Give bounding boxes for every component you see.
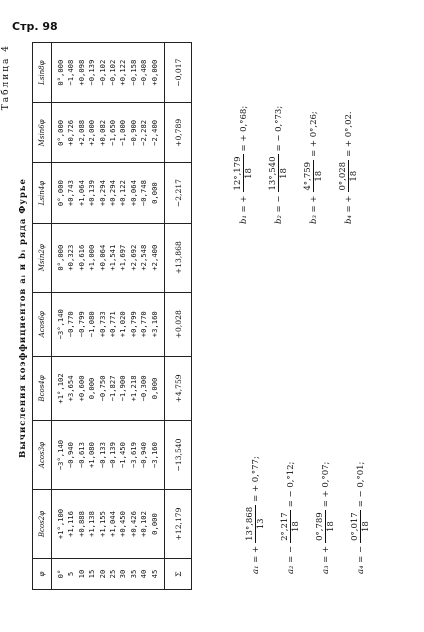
formula-denominator: 18 [244,168,254,179]
formula-b2 [268,106,289,224]
formula-rhs: = + 0,°68; [238,105,249,152]
header-cell: Bcos4φ [33,356,52,420]
formula-rhs: = − 0,°73; [273,105,284,152]
header-row [33,43,52,590]
formula-a2 [280,462,301,574]
page-number: Стр. 98 [12,20,58,33]
table-label: Таблица 4 [1,44,11,111]
formula-denominator: 18 [349,170,359,182]
sum-cell: +0,789 [165,103,192,163]
formula-rhs: = + 0,°77; [250,456,261,502]
data-row [52,43,165,590]
formula-lhs: a₂ = − [285,545,296,574]
formula-a3 [315,462,336,574]
formula-numerator: 0°,789 [315,512,325,541]
formula-denominator: 18 [279,168,289,179]
header-cell: Lsin4φ [33,163,52,223]
formula-b4 [338,111,359,224]
formula-numerator: 2°,217 [280,512,290,541]
formula-denominator: 13 [256,518,266,530]
fourier-table [32,42,192,590]
formula-a4 [350,462,371,574]
sum-row [165,43,192,590]
sum-cell: −0,017 [165,43,192,103]
table-title: Вычисления коэффициентов aᵢ и bᵢ ряда Фурье [18,178,28,458]
sum-cell: +13,868 [165,223,192,292]
header-cell: Lsin8φ [33,43,52,103]
formula-lhs: a₄ = − [355,545,366,574]
value-column: +1°,102 +3,654 +0,600 0,000 −0,750 −1,827 −1,900 +1,218 −0,300 0,000 [52,356,165,420]
formula-numerator: 12°,179 [233,156,243,191]
formula-lhs: a₁ = + [250,545,261,574]
formula-lhs: b₂ = − [273,195,284,224]
header-cell: φ [33,559,52,590]
header-cell: Msin6φ [33,103,52,163]
formula-rhs: = − 0,°12; [285,461,296,508]
rotated-page-content [1,38,388,598]
formula-lhs: b₁ = + [238,195,249,224]
formula-rhs: = + 0,°07; [320,461,331,508]
angle-column: 0° 5 10 15 20 25 30 35 40 45 [52,559,165,590]
sum-cell: −2,217 [165,163,192,223]
formula-rhs: = + 0°,26; [308,111,319,157]
formula-denominator: 18 [326,521,336,532]
header-cell: Acos6φ [33,292,52,356]
sum-cell: −13,540 [165,421,192,490]
value-column: 0°,000 +0,726 +2,088 +2,000 +0,082 −1,650 −1,000 −0,900 −2,282 −2,400 [52,103,165,163]
formula-lhs: a₃ = + [320,545,331,574]
formula-a1 [245,456,266,574]
formula-rhs: = + 0°,02. [343,111,354,157]
formula-lhs: b₄ = + [343,195,354,224]
sum-cell: Σ [165,559,192,590]
formulas-block [233,44,383,584]
header-cell: Acos3φ [33,421,52,490]
value-column: −3°,140 −0,770 −0,799 −1,080 +0,733 +0,771 +1,020 +0,799 +0,770 +3,160 [52,292,165,356]
formula-numerator: 0°,017 [350,512,360,541]
sum-cell: +4,759 [165,356,192,420]
formula-denominator: 18 [314,170,324,182]
header-cell: Bcos2φ [33,490,52,559]
formula-numerator: 13°,868 [245,506,255,541]
formula-denominator: 18 [291,521,301,532]
formula-numerator: 13°,540 [268,156,278,191]
value-column: 0°,000 +0,743 +1,064 +0,139 +0,294 +0,294 +0,122 +0,064 −0,748 0,000 [52,163,165,223]
formula-numerator: 0°,028 [338,161,348,191]
value-column: 0°,000 +0,323 +0,616 +1,000 +0,064 +1,541 +1,697 +2,692 +2,548 +2,400 [52,223,165,292]
sum-cell: +0,028 [165,292,192,356]
value-column: 0°,000 −1,408 +0,098 −0,139 −0,102 −0,102 +0,122 −0,158 −0,408 +0,000 [52,43,165,103]
formula-b1 [233,106,254,224]
formula-denominator: 18 [361,521,371,532]
value-column: −3°,140 −0,940 −0,613 +1,080 −0,133 −0,139 −1,450 −3,619 −0,940 −3,160 [52,421,165,490]
sum-cell: +12,179 [165,490,192,559]
header-cell: Msin2φ [33,223,52,292]
formula-lhs: b₃ = + [308,195,319,224]
formula-b3 [303,111,324,224]
value-column: +1°,100 +1,116 +0,888 +1,138 +1,155 +1,044 +0,450 +0,426 +0,102 0,000 [52,490,165,559]
formula-rhs: = − 0,°01; [355,461,366,508]
formula-numerator: 4°,759 [303,161,313,191]
